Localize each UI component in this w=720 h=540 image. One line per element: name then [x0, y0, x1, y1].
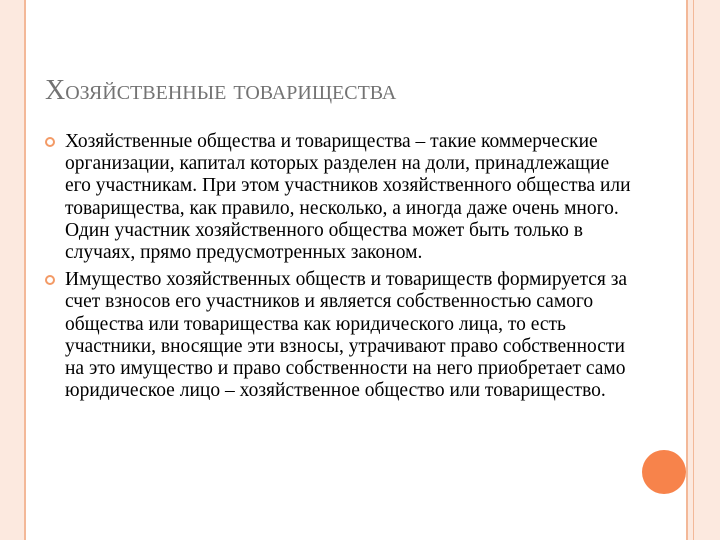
bullet-list [45, 131, 635, 407]
bullet-ring-icon [45, 137, 55, 147]
slide-title: Хозяйственные товарищества [45, 75, 397, 106]
bullet-text: Имущество хозяйственных обществ и товариществ формируется за счет взносов его участников и является собственностью самого общества или товарищества как юридического лица, то есть участники, вносящие эти взносы, утрачивают право собственности на это имущество и право собственности на него приобретает само юридическое лицо – хозяйственное общество или товарищество. [65, 269, 628, 402]
bullet-text: Хозяйственные общества и товарищества – такие коммерческие организации, капитал которых разделен на доли, принадлежащие его участникам. При этом участников хозяйственного общества или товарищества, как правило, несколько, а иногда даже очень много. Один участник хозяйственного общества может быть только в случаях, прямо предусмотренных законом. [65, 131, 631, 264]
bullet-item [45, 269, 635, 402]
left-decor-line [24, 0, 26, 540]
accent-circle [642, 450, 686, 494]
bullet-ring-icon [45, 275, 55, 285]
right-decor-line [686, 0, 688, 540]
right-decor-line-thin [693, 0, 694, 540]
bullet-item [45, 131, 635, 264]
left-decor-band [0, 0, 24, 540]
